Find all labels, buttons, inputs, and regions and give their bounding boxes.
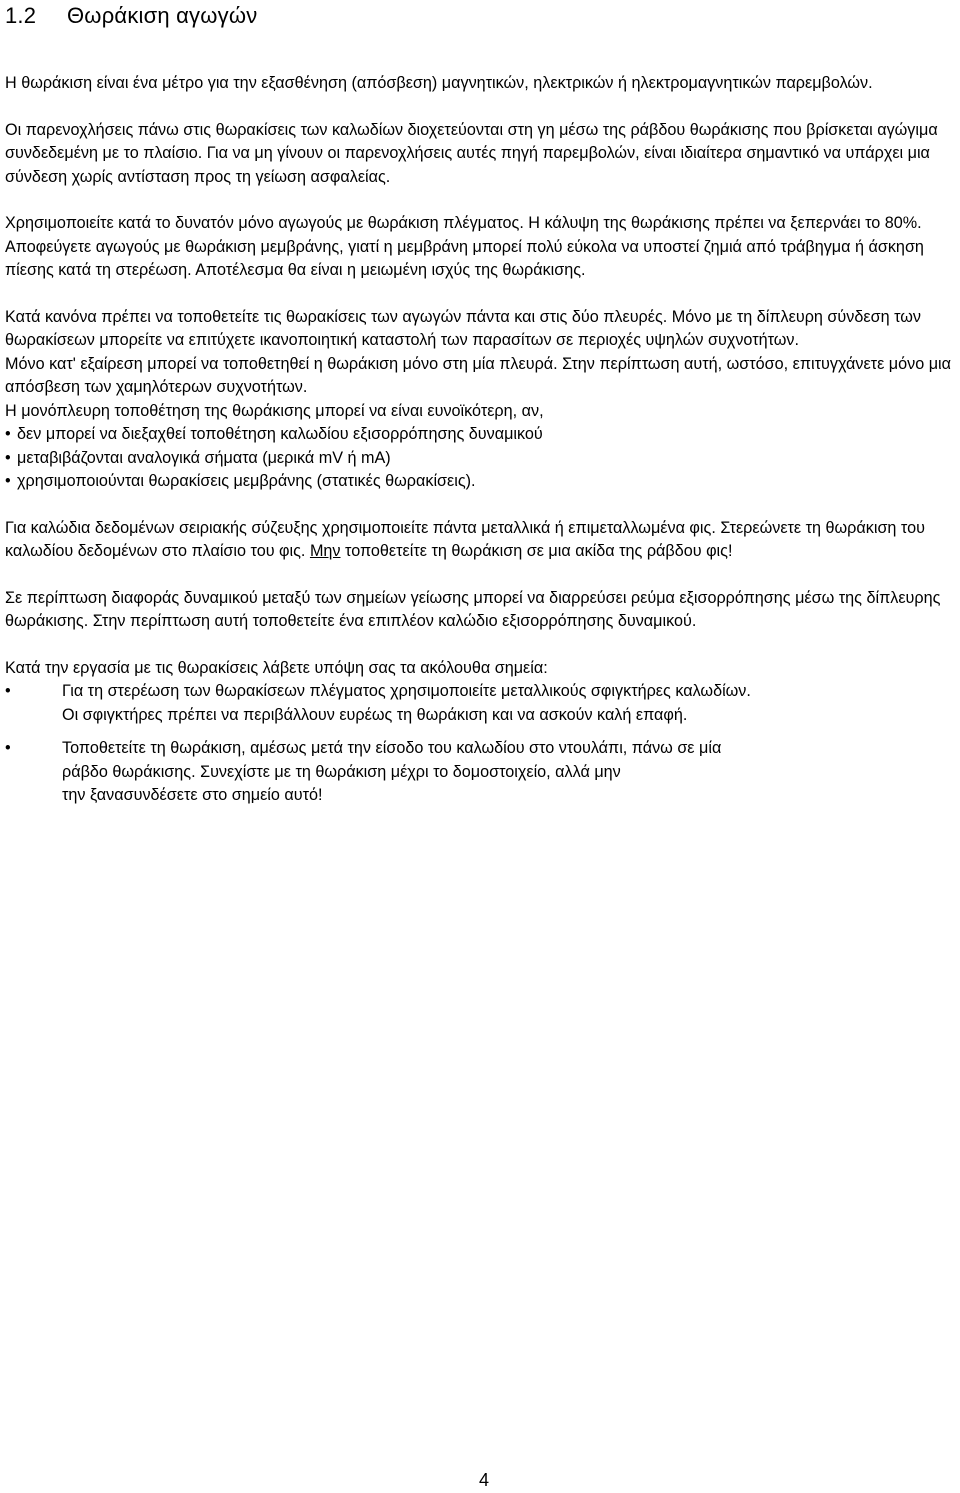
- list-item: • χρησιμοποιούνται θωρακίσεις μεμβράνης (στατικές θωρακίσεις).: [5, 470, 957, 494]
- section-heading: [5, 0, 957, 30]
- emphasis-underline: Μην: [309, 542, 341, 560]
- bullet: •: [5, 425, 11, 443]
- document-page: [5, 0, 957, 808]
- paragraph-data-cables: Για καλώδια δεδομένων σειριακής σύζευξης χρησιμοποιείτε πάντα μεταλλικά ή επιμεταλλωμένα φις. Στερεώνετε τη θωράκιση του καλωδίου δεδομένων στο πλαίσιο του φις. Μην τοποθετείτε τη θωράκιση σε μια ακίδα της ράβδου φις!: [5, 518, 925, 560]
- paragraph-one-side-conditions: Η μονόπλευρη τοποθέτηση της θωράκισης μπορεί να είναι ευνοϊκότερη, αν,: [5, 401, 544, 420]
- list-item: • Τοποθετείτε τη θωράκιση, αμέσως μετά την είσοδο του καλωδίου στο ντουλάπι, πάνω σε μία ράβδο θωράκισης. Συνεχίστε με τη θωράκιση μέχρι το δομοστοιχείο, αλλά μην την ξανασυνδέσετε στο σημείο αυτό!: [5, 739, 722, 804]
- bullet: •: [5, 448, 11, 467]
- paragraph-work-notes: Κατά την εργασία με τις θωρακίσεις λάβετε υπόψη σας τα ακόλουθα σημεία:: [5, 658, 548, 677]
- bullet: •: [5, 682, 11, 700]
- paragraph-interference: Οι παρενοχλήσεις πάνω στις θωρακίσεις των καλωδίων διοχετεύονται στη γη μέσω της ράβδου θωράκισης που βρίσκεται αγώγιμα συνδεδεμένη με το πλαίσιο. Για να μη γίνουν οι παρενοχλήσεις αυτές πηγή παρεμβολών, είναι ιδιαίτερα σημαντικό να υπάρχει μια σύνδεση χωρίς αντίσταση προς τη γείωση ασφαλείας.: [5, 120, 938, 186]
- paragraph-both-sides: Κατά κανόνα πρέπει να τοποθετείτε τις θωρακίσεις των αγωγών πάντα και στις δύο πλευρές. Μόνο με τη δίπλευρη σύνδεση των θωρακίσεων μπορείτε να επιτύχετε ικανοποιητική καταστολή των παρασίτων σε περιοχές υψηλών συχνοτήτων.: [5, 307, 921, 349]
- paragraph-potential-difference: Σε περίπτωση διαφοράς δυναμικού μεταξύ των σημείων γείωσης μπορεί να διαρρεύσει ρεύμα εξισορρόπησης μέσω της δίπλευρης θωράκισης. Στην περίπτωση αυτή τοποθετείτε ένα επιπλέον καλώδιο εξισορρόπησης δυναμικού.: [5, 588, 941, 630]
- paragraph-intro: Η θωράκιση είναι ένα μέτρο για την εξασθένηση (απόσβεση) μαγνητικών, ηλεκτρικών ή ηλεκτρομαγνητικών παρεμβολών.: [5, 74, 873, 92]
- list-item: • δεν μπορεί να διεξαχθεί τοποθέτηση καλωδίου εξισορρόπησης δυναμικού: [5, 423, 957, 447]
- bullet: •: [5, 472, 11, 490]
- paragraph-braid-shield: Χρησιμοποιείτε κατά το δυνατόν μόνο αγωγούς με θωράκιση πλέγματος. Η κάλυψη της θωράκισης πρέπει να ξεπερνάει το 80%. Αποφεύγετε αγωγούς με θωράκιση μεμβράνης, γιατί η μεμβράνη μπορεί πολύ εύκολα να υποστεί ζημιά από τράβηγμα ή άσκηση πίεσης κατά τη στερέωση. Αποτέλεσμα θα είναι η μειωμένη ισχύς της θωράκισης.: [5, 214, 924, 279]
- section-title: Θωράκιση αγωγών: [67, 3, 258, 28]
- bullet: •: [5, 739, 11, 757]
- page-number: 4: [478, 1470, 489, 1490]
- list-item: • Για τη στερέωση των θωρακίσεων πλέγματος χρησιμοποιείτε μεταλλικούς σφιγκτήρες καλωδίων. Οι σφιγκτήρες πρέπει να περιβάλλουν ευρέως τη θωράκιση και να ασκούν καλή επαφή.: [5, 682, 751, 724]
- section-number: 1.2: [5, 3, 37, 28]
- paragraph-one-side-exception: Μόνο κατ' εξαίρεση μπορεί να τοποθετηθεί η θωράκιση μόνο στη μία πλευρά. Στην περίπτωση αυτή, ωστόσο, επιτυγχάνετε μόνο μια απόσβεση των χαμηλότερων συχνοτήτων.: [5, 354, 951, 396]
- conditions-list: [5, 423, 957, 494]
- points-list: [5, 680, 957, 808]
- list-item: • μεταβιβάζονται αναλογικά σήματα (μερικά mV ή mA): [5, 447, 957, 471]
